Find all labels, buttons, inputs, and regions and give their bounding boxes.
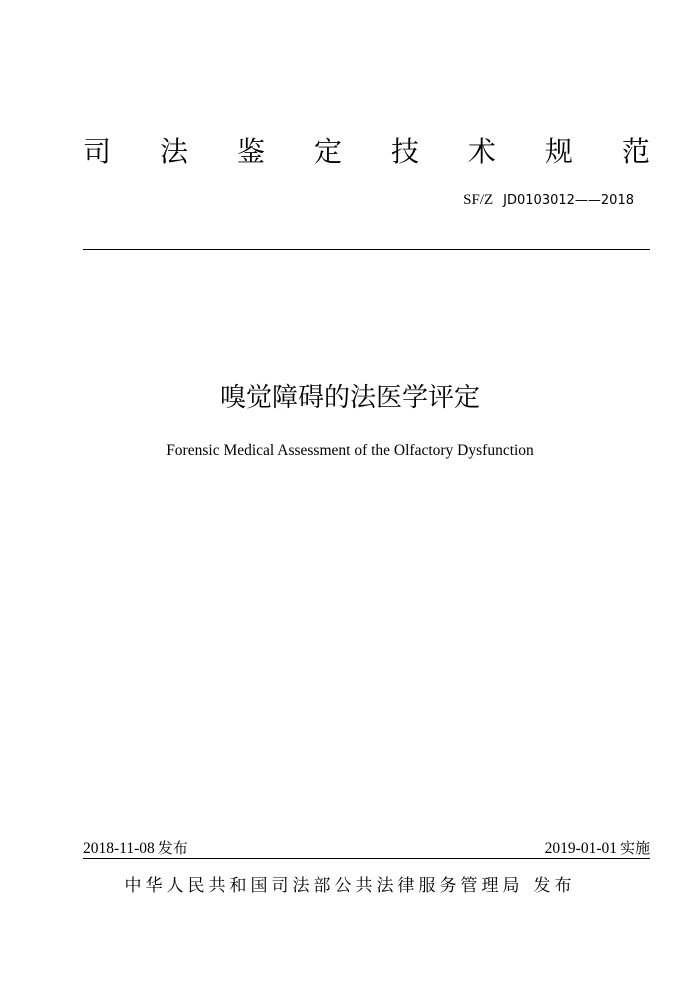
effective-date (545, 838, 650, 859)
standard-code: JD0103012——2018 (503, 193, 634, 208)
header-char: 范 (621, 135, 650, 168)
issued-date-value: 2018-11-08 (83, 840, 155, 857)
header-char: 技 (390, 135, 419, 168)
header-divider (83, 249, 650, 250)
issued-date (83, 838, 188, 859)
publisher-name: 中华人民共和国司法部公共法律服务管理局 (124, 876, 524, 896)
issued-date-label: 发布 (157, 839, 188, 857)
standard-number (463, 190, 634, 211)
publisher (0, 874, 700, 898)
header-char: 司 (83, 135, 112, 168)
header-char: 法 (159, 135, 188, 168)
header-char: 术 (467, 135, 496, 168)
header-char: 规 (544, 135, 573, 168)
footer-divider (83, 858, 650, 859)
effective-date-value: 2019-01-01 (544, 840, 617, 857)
standard-prefix: SF/Z (463, 192, 494, 208)
header-char: 定 (313, 135, 342, 168)
document-title: 嗅觉障碍的法医学评定 (219, 383, 480, 413)
header-title (83, 132, 650, 172)
header-char: 鉴 (236, 135, 265, 168)
date-row (83, 838, 650, 859)
publisher-action: 发布 (533, 876, 576, 896)
effective-date-label: 实施 (619, 839, 650, 857)
document-subtitle: Forensic Medical Assessment of the Olfactory Dysfunction (166, 442, 534, 459)
